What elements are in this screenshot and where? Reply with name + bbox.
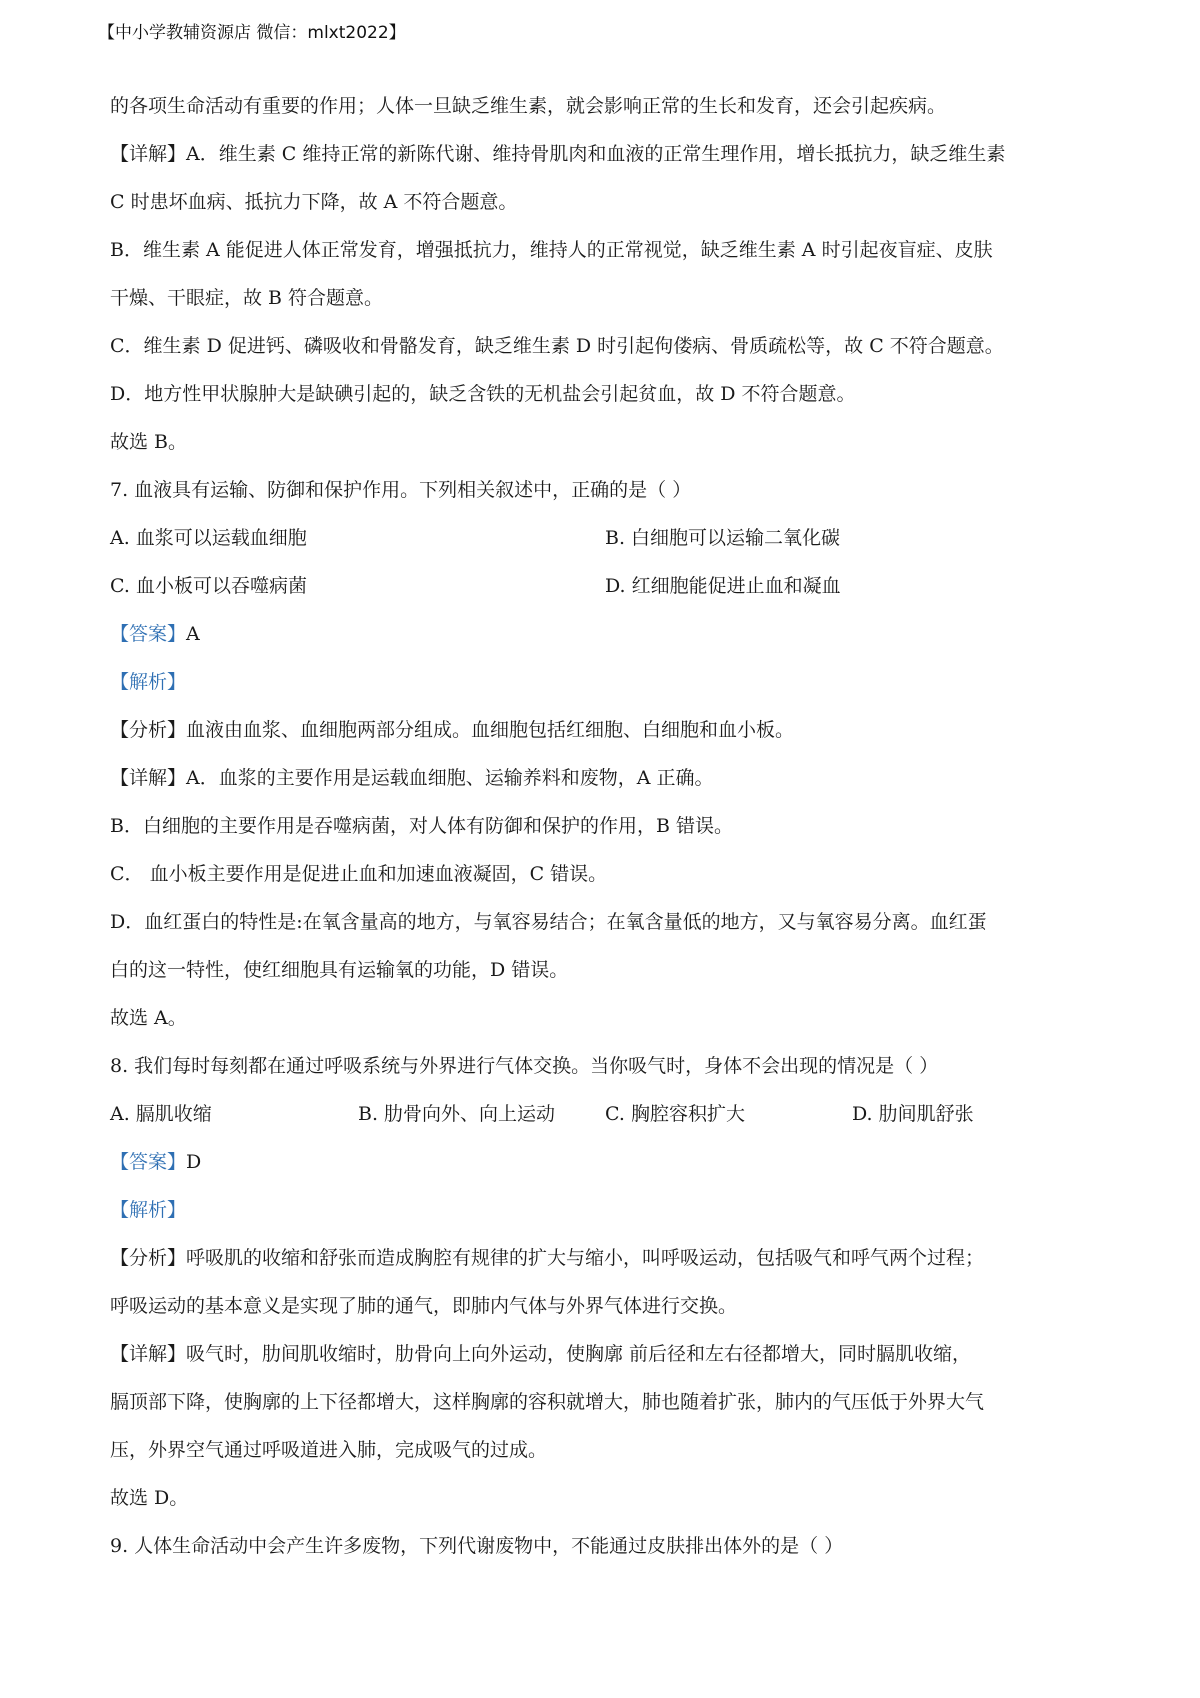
question-7-analysis: 【分析】血液由血浆、血细胞两部分组成。血细胞包括红细胞、白细胞和血小板。 <box>110 719 795 741</box>
question-9-stem: 9. 人体生命活动中会产生许多废物，下列代谢废物中，不能通过皮肤排出体外的是（ ） <box>110 1535 844 1557</box>
question-8-analysis-line: 呼吸运动的基本意义是实现了肺的通气，即肺内气体与外界气体进行交换。 <box>110 1295 738 1317</box>
question-8-detail-line: 压，外界空气通过呼吸道进入肺，完成吸气的过成。 <box>110 1439 548 1461</box>
option-a: A. 膈肌收缩 <box>110 1103 212 1125</box>
option-a: A. 血浆可以运载血细胞 <box>110 527 307 549</box>
question-8-options-row <box>110 1100 1110 1148</box>
text-line: 故选 B。 <box>110 431 188 453</box>
question-8-conclusion: 故选 D。 <box>110 1487 189 1509</box>
option-b: B. 白细胞可以运输二氧化碳 <box>605 527 841 549</box>
question-8-detail-line: 【详解】吸气时，肋间肌收缩时，肋骨向上向外运动，使胸廓 前后径和左右径都增大，同时膈肌收缩， <box>110 1343 972 1365</box>
question-7-detail-line: 【详解】A．血浆的主要作用是运载血细胞、运输养料和废物，A 正确。 <box>110 767 714 789</box>
text-line: 干燥、干眼症，故 B 符合题意。 <box>110 287 384 309</box>
question-7-detail-line: 白的这一特性，使红细胞具有运输氧的功能，D 错误。 <box>110 959 569 981</box>
answer-label: 【答案】 <box>110 623 187 645</box>
option-d: D. 红细胞能促进止血和凝血 <box>605 575 841 597</box>
text-line: B．维生素 A 能促进人体正常发育，增强抵抗力，维持人的正常视觉，缺乏维生素 A 时引起夜盲症、皮肤 <box>110 239 993 261</box>
question-7-detail-line: D．血红蛋白的特性是:在氧含量高的地方，与氧容易结合；在氧含量低的地方，又与氧容易分离。血红蛋 <box>110 911 987 933</box>
text-line: C．维生素 D 促进钙、磷吸收和骨骼发育，缺乏维生素 D 时引起佝偻病、骨质疏松等，故 C 不符合题意。 <box>110 335 1004 357</box>
question-8-analysis-label: 【解析】 <box>110 1199 187 1221</box>
question-7-options-row-2 <box>110 572 1110 620</box>
question-7-answer <box>110 620 1110 668</box>
text-line: C 时患坏血病、抵抗力下降，故 A 不符合题意。 <box>110 191 518 213</box>
option-b: B. 肋骨向外、向上运动 <box>358 1103 556 1125</box>
question-7-stem: 7. 血液具有运输、防御和保护作用。下列相关叙述中，正确的是（ ） <box>110 479 692 501</box>
text-line: D．地方性甲状腺肿大是缺碘引起的，缺乏含铁的无机盐会引起贫血，故 D 不符合题意。 <box>110 383 856 405</box>
option-c: C. 胸腔容积扩大 <box>605 1103 745 1125</box>
answer-value: A <box>186 623 200 645</box>
question-7-options-row-1 <box>110 524 1110 572</box>
question-8-stem: 8. 我们每时每刻都在通过呼吸系统与外界进行气体交换。当你吸气时，身体不会出现的情况是（ ） <box>110 1055 939 1077</box>
question-7-detail-line: B．白细胞的主要作用是吞噬病菌，对人体有防御和保护的作用，B 错误。 <box>110 815 733 837</box>
answer-label: 【答案】 <box>110 1151 187 1173</box>
question-7-conclusion: 故选 A。 <box>110 1007 187 1029</box>
question-7-analysis-label: 【解析】 <box>110 671 187 693</box>
option-d: D. 肋间肌舒张 <box>852 1103 974 1125</box>
document-body <box>110 92 1110 1580</box>
question-8-answer <box>110 1148 1110 1196</box>
answer-value: D <box>186 1151 202 1173</box>
option-c: C. 血小板可以吞噬病菌 <box>110 575 307 597</box>
question-7-detail-line: C． 血小板主要作用是促进止血和加速血液凝固，C 错误。 <box>110 863 608 885</box>
question-8-analysis-line: 【分析】呼吸肌的收缩和舒张而造成胸腔有规律的扩大与缩小，叫呼吸运动，包括吸气和呼气两个过程； <box>110 1247 985 1269</box>
question-8-detail-line: 膈顶部下降，使胸廓的上下径都增大，这样胸廓的容积就增大，肺也随着扩张，肺内的气压低于外界大气 <box>110 1391 985 1413</box>
text-line: 的各项生命活动有重要的作用；人体一旦缺乏维生素，就会影响正常的生长和发育，还会引起疾病。 <box>110 95 947 117</box>
page-header: 【中小学教辅资源店 微信：mlxt2022】 <box>98 23 406 43</box>
text-line: 【详解】A．维生素 C 维持正常的新陈代谢、维持骨肌肉和血液的正常生理作用，增长抵抗力，缺乏维生素 <box>110 143 1006 165</box>
